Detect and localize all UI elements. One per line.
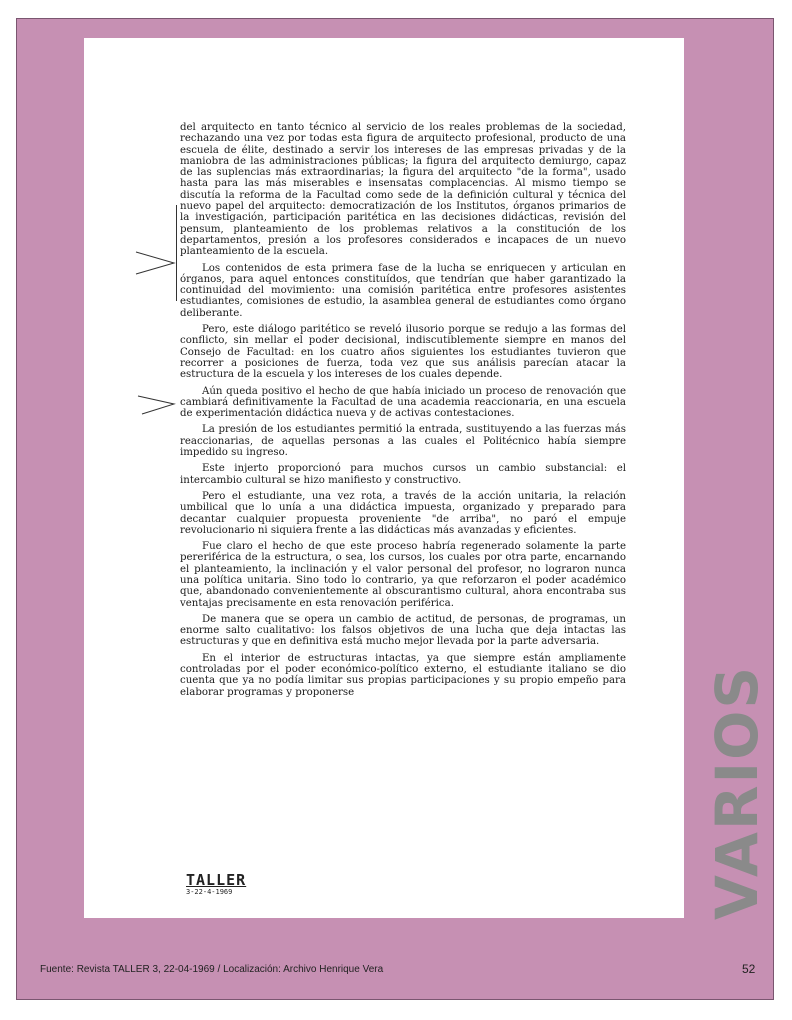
handwritten-arrow-icon	[136, 392, 178, 418]
source-caption: Fuente: Revista TALLER 3, 22-04-1969 / Localización: Archivo Henrique Vera	[40, 964, 384, 975]
article-paragraph: De manera que se opera un cambio de actitud, de personas, de programas, un enorme salto cualitativo: los falsos objetivos de una lucha que deja intactas las estructuras y que en definitiva está mucho mejor llevada por la parte adversaria.	[180, 613, 626, 648]
logo-word: TALLER	[186, 871, 247, 889]
article-paragraph: Pero el estudiante, una vez rota, a través de la acción unitaria, la relación umbilical que lo unía a una didáctica impuesta, organizado y preparado para decantar cualquier propuesta proveniente "de arriba", no paró el empuje revolucionario ni siquiera frente a las didácticas más avanzadas y eficientes.	[180, 490, 626, 536]
article-body	[180, 122, 626, 703]
article-paragraph: del arquitecto en tanto técnico al servicio de los reales problemas de la sociedad, rechazando una vez por todas esta figura de arquitecto profesional, producto de una escuela de élite, destinado a servir los intereses de las empresas privadas y de la maniobra de las administraciones públicas; la figura del arquitecto demiurgo, capaz de las suplencias más extraordinarias; la figura del arquitecto "de la forma", usado hasta para las más miserables e insensatas complacencias. Al mismo tiempo se discutía la reforma de la Facultad como sede de la definición cultural y técnica del nuevo papel del arquitecto: democratización de los Institutos, órganos primarios de la investigación, participación paritética en las decisiones didácticas, revisión del pensum, planteamiento de los problemas relativos a la constitución de los departamentos, presión a los profesores considerados e incapaces de un nuevo planteamiento de la escuela.	[180, 122, 626, 258]
article-paragraph: Pero, este diálogo paritético se reveló ilusorio porque se redujo a las formas del conflicto, sin mellar el poder decisional, indiscutiblemente siempre en manos del Consejo de Facultad: en los cuatro años siguientes los estudiantes tuvieron que recorrer a posiciones de fuerza, toda vez que sus análisis parecían atacar la estructura de la escuela y los intereses de los cuales depende.	[180, 324, 626, 381]
article-paragraph: Fue claro el hecho de que este proceso habría regenerado solamente la parte pereriférica de la estructura, o sea, los cursos, los cuales por otra parte, encarnando el planteamiento, la inclinación y el valor personal del profesor, no lograron nunca una política unitaria. Sino todo lo contrario, ya que reforzaron el poder académico que, abandonado convenientemente al obscurantismo cultural, ahora encontraba sus ventajas precisamente en esta renovación periférica.	[180, 541, 626, 609]
article-paragraph: En el interior de estructuras intactas, ya que siempre están ampliamente controladas por el poder económico-político externo, el estudiante italiano se dio cuenta que ya no podía limitar sus propias participaciones y su propio empeño para elaborar programas y proponerse	[180, 652, 626, 698]
taller-logo	[186, 873, 246, 903]
page-number: 52	[742, 962, 756, 976]
logo-date: 3-22-4-1969	[186, 888, 233, 896]
article-paragraph: Este injerto proporcionó para muchos cursos un cambio substancial: el intercambio cultural se hizo manifiesto y constructivo.	[180, 463, 626, 486]
article-paragraph: La presión de los estudiantes permitió la entrada, sustituyendo a las fuerzas más reaccionarias, de aquellas personas a las cuales el Politécnico había siempre impedido su ingreso.	[180, 424, 626, 459]
section-label: VARIOS	[703, 664, 771, 920]
handwritten-arrow-icon	[134, 248, 178, 278]
article-paragraph: Los contenidos de esta primera fase de la lucha se enriquecen y articulan en órganos, para aquel entonces constituídos, que tendrían que haber garantizado la continuidad del movimiento: una comisión paritética entre profesores asistentes estudiantes, comisiones de estudio, la asamblea general de estudiantes como órgano deliberante.	[180, 262, 626, 319]
article-paragraph: Aún queda positivo el hecho de que había iniciado un proceso de renovación que cambiará definitivamente la Facultad de una academia reaccionaria, en una escuela de experimentación didáctica nueva y de activas contestaciones.	[180, 385, 626, 420]
